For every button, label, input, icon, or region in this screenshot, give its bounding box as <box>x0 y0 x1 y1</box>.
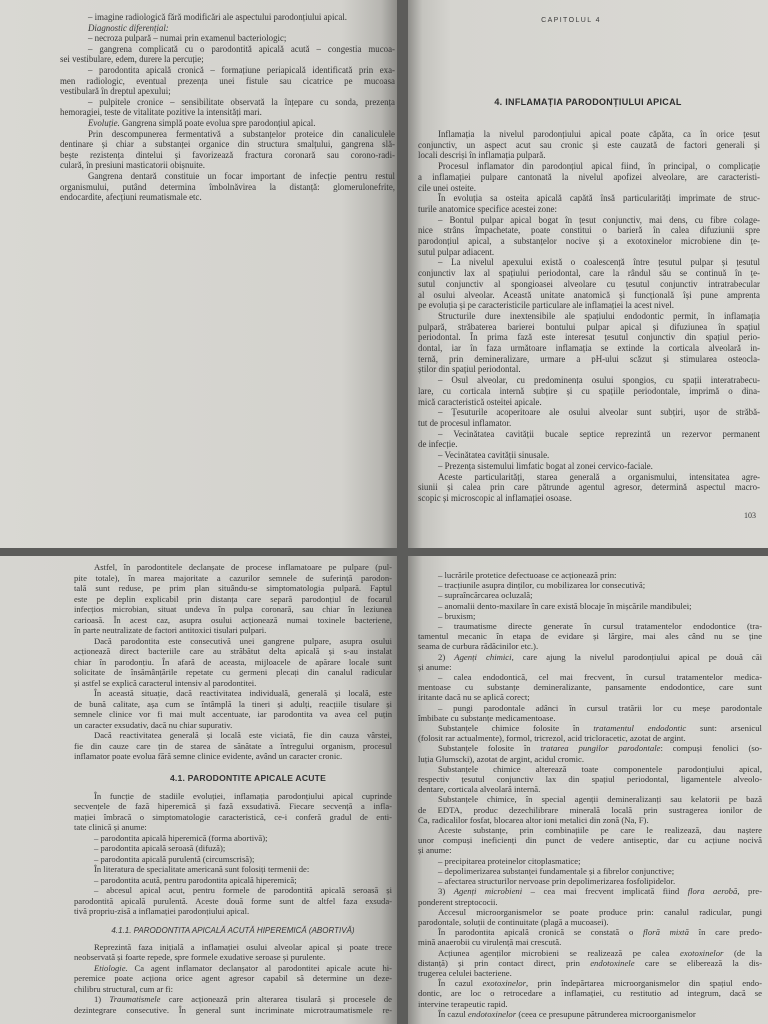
text-line: vestibulară în dreptul apexului; <box>60 86 171 97</box>
text-run: Ca agent inflamator declanșator al parodontitei apicale acute hi- <box>127 962 392 973</box>
text-line: mației îmbracă o simptomatologie caracteristică, ce-i conferă gradul de enti- <box>74 811 392 822</box>
text-line: conjunctiv, un aspect acut sau cronic și este cauzată de factori generali și <box>418 139 760 150</box>
paragraph <box>418 948 762 979</box>
text-line: luția Glumscki), azotat de argint, acidul cromic. <box>418 753 585 764</box>
text-line: un caracter exsudativ, dacă nu chiar supurativ. <box>74 719 233 730</box>
text-line: tate clinică și anume: <box>74 822 147 832</box>
paragraph <box>74 688 392 730</box>
paragraph <box>74 791 392 833</box>
text-line <box>418 886 762 896</box>
text-line: scopic și microscopic al inflamației osoase. <box>418 492 572 503</box>
paragraph <box>418 450 760 461</box>
emphasized-text: Agenți microbieni <box>453 886 523 897</box>
paragraph <box>418 461 760 472</box>
text-run: care acționează prin alterarea tisulară și procesele de <box>160 994 392 1004</box>
paragraph <box>418 876 762 886</box>
text-line: dontic, are loc o retrocedare a inflamației, cu restitutio ad integrum, dacă se <box>418 988 762 999</box>
emphasized-text: endotoxinelor <box>467 1008 517 1019</box>
text-line: în parte neutralizate de factori antitoxici tisulari pulpari. <box>74 625 267 635</box>
text-line: – pungi parodontale adânci în cursul tratării lor cu meșe parodontale <box>438 702 762 713</box>
text-line: tut de procesul inflamator. <box>418 417 512 428</box>
text-line: iritante dacă nu se aplică corect; <box>418 692 530 703</box>
paragraph <box>60 97 395 118</box>
text-line: – bruxism; <box>438 610 476 621</box>
text-line <box>418 723 762 733</box>
text-line: – traumatisme directe generate în cursul tratamentelor endodontice (tra- <box>438 621 762 632</box>
text-line: semnele clinice vor fi mai mult accentuate, iar parodontita va avea cel puțin <box>74 709 392 719</box>
paragraph <box>418 429 760 450</box>
page-bottom-right <box>408 556 768 1024</box>
paragraph <box>418 257 760 311</box>
text-run: în care predo- <box>688 927 762 938</box>
text-line: siunii și calea prin care pătrunde agentul agresor, determină aspectul macro- <box>418 482 760 493</box>
text-run: , pre- <box>737 886 762 897</box>
text-line <box>418 743 762 753</box>
text-line: culară, în presiuni masticatorii obișnuite. <box>60 160 205 171</box>
text-run: Substanțele folosite în <box>438 743 541 754</box>
paragraph <box>418 611 762 621</box>
text-line: 4.1.1. PARODONTITA APICALĂ ACUTĂ HIPEREMICĂ (ABORTIVĂ) <box>111 925 355 935</box>
paragraph <box>418 723 762 743</box>
paragraph <box>418 927 762 947</box>
text-line: turile anatomice specifice acestei zone: <box>418 203 557 214</box>
emphasized-text: Etiologie. <box>94 962 128 973</box>
text-line: Procesul inflamator din parodonțiul apical fiind, în principal, o complicație <box>438 161 760 172</box>
paragraph <box>74 864 392 875</box>
text-line: – La nivelul apexului există o coalescență între țesutul pulpar și țesutul <box>438 257 760 268</box>
emphasized-text: exotoxinelor <box>680 947 724 958</box>
paragraph <box>418 621 762 652</box>
paragraph <box>74 963 392 995</box>
text-line: al osului alveolar. Această unitate anatomică și funcțională își pune amprenta <box>418 289 760 300</box>
emphasized-text: floră mixtă <box>643 927 689 938</box>
text-line: – gangrena complicată cu o parodontită apicală acută – congestia mucoa- <box>88 43 395 54</box>
emphasized-text: Agenți chimici <box>454 651 512 662</box>
paragraph <box>418 907 762 927</box>
text-line: mentoase cu substanțe demineralizante, pansamente endodontice, care sunt <box>418 682 762 693</box>
paragraph <box>418 978 762 1009</box>
text-line: pite totale), în marea majoritate a cazurilor semnele de suferință parodon- <box>74 572 392 583</box>
text-line: unor compuși ineficienți din punct de vedere antiseptic, dar cu acțiune nocivă <box>418 835 762 846</box>
text-line: Structurile dure inextensibile ale spațiului endodontic permit, în inflamația <box>438 310 760 321</box>
text-line: seama de curbura rădăcinilor etc.). <box>418 641 539 652</box>
text-line: – afectarea structurilor nervoase prin depolimerizarea fosfolipidelor. <box>438 876 676 887</box>
text-line: – anomalii dento-maxilare în care există blocaje în mișcările mandibulei; <box>438 600 692 611</box>
text-line: – parodontita apicală purulentă (circumscrisă); <box>94 853 255 864</box>
text-run: 1) <box>94 994 110 1004</box>
text-line: În această situație, dacă reactivitatea individuală, generală și locală, este <box>94 688 392 698</box>
text-run: sunt: arsenicul <box>686 723 762 734</box>
text-line: – parodontita acută, pentru parodontita apicală hiperemică; <box>94 874 297 885</box>
text-line <box>74 994 392 1005</box>
paragraph <box>418 580 762 590</box>
text-line: intervine terapeutic rapid. <box>418 998 508 1009</box>
emphasized-text: Evoluție. <box>88 117 120 128</box>
text-line: chiar în parodonțiu. În afară de aceasta, mijloacele de apărare locale sunt <box>74 656 392 667</box>
text-line: acționează direct bacteriile care au străbătut delta apicală și s-au instalat <box>74 646 392 656</box>
text-line: respectiv țesutul conjunctiv lax din spațiul periodontal, ligamentele alveolo- <box>418 774 762 785</box>
paragraph <box>418 886 762 906</box>
text-line: dezintegrare consecutive. În general sunt incriminate microtraumatismele re- <box>74 1004 392 1015</box>
text-line: și anume: <box>418 845 452 856</box>
text-line: nice strâns împachetate, poate constitui o barieră în calea difuziunii spre <box>418 225 760 236</box>
text-line: – calea endodontică, cel mai frecvent, în cursul tratamentelor medica- <box>438 672 762 683</box>
text-line: trugerea celulei bacteriene. <box>418 967 512 978</box>
page-number: 103 <box>744 511 756 520</box>
paragraph <box>418 215 760 258</box>
paragraph <box>418 590 762 600</box>
emphasized-text: tratarea pungilor parodontale <box>540 743 661 754</box>
paragraph <box>418 472 760 504</box>
text-line: cile unei osteite. <box>418 182 476 193</box>
text-line: parodontale, soluții de continuitate (plagă a mucoasei). <box>418 916 609 927</box>
text-line: mică caracteristică osteitei apicale. <box>418 396 542 407</box>
text-line <box>418 927 762 937</box>
paragraph <box>74 636 392 689</box>
emphasized-text: endotoxinele <box>590 957 635 968</box>
text-line: Aceste particularități, starea generală a organismului, intensitatea agre- <box>438 471 760 482</box>
text-line <box>60 23 395 34</box>
text-line: peremice poate acționa orice agent agresor capabil să determine un deze- <box>74 973 392 983</box>
text-run: : compuși fenolici (so- <box>660 743 762 754</box>
paragraph <box>60 44 395 65</box>
paragraph <box>60 12 395 23</box>
text-line: bește rezistența dintelui și favorizează fractura coronară sau corono-radi- <box>60 149 395 160</box>
text-line: este pe deplin explicabil prin distanța care separă parodonțiul de focarul <box>74 593 392 604</box>
text-line: – depolimerizarea substanței fundamentale și a fibrelor conjunctive; <box>438 865 675 876</box>
text-line: parodontită apicală purulentă. Aceste două forme sunt de altfel faza exsuda- <box>74 895 392 906</box>
paragraph <box>418 652 762 672</box>
subsection-heading <box>74 925 392 937</box>
body-text <box>418 129 760 504</box>
text-run: – cea mai frecvent implicată fiind <box>522 886 688 897</box>
text-line: îmbibate cu substanțe medicamentoase. <box>418 712 556 723</box>
text-run: (ceea ce presupune pătrunderea microorganismelor <box>516 1008 696 1019</box>
text-line: Dacă reactivitatea generală și locală este viciată, fie din cauza vârstei, <box>94 730 392 740</box>
paragraph <box>418 375 760 407</box>
body-text <box>60 12 395 203</box>
text-line: chilibru structural, cum ar fi: <box>74 983 174 994</box>
paragraph <box>418 703 762 723</box>
text-run: Substanțele chimice folosite în <box>438 723 594 734</box>
text-line: sutul conjunctiv al spongioasei alveolare cu țesutul conjunctiv intratrabecular <box>418 278 760 289</box>
paragraph <box>418 311 760 375</box>
text-line: Reprezintă faza inițială a inflamației osului alveolar apical și poate trece <box>94 941 392 952</box>
text-run: , care ajung la nivelul parodonțiului apical pe două căi <box>511 651 762 662</box>
text-line: (folosit rar actualmente), formol, tricrezol, acid tricloracetic, azotat de argint. <box>418 733 686 744</box>
text-line: – Osul alveolar, cu predominența osului spongios, cu spații interatrabecu- <box>438 375 760 386</box>
text-line: sutul pulpar adiacent. <box>418 246 495 257</box>
text-line: – Prezența sistemului limfatic bogat al zonei cervico-faciale. <box>438 460 653 471</box>
emphasized-text: tratamentul endodontic <box>593 723 687 734</box>
text-line: tală sunt reduse, pe prim plan situându-se simptomatologia pulpară. Faptul <box>74 583 392 593</box>
paragraph <box>418 129 760 161</box>
paragraph <box>418 866 762 876</box>
paragraph <box>418 856 762 866</box>
text-line: Dacă parodontita este consecutivă unei gangrene pulpare, asupra osului <box>94 635 392 646</box>
paragraph <box>60 129 395 171</box>
text-line <box>418 958 762 968</box>
text-line: a inflamației pulpare cantonată la nivelul apofizei alveolare, are caracteristi- <box>418 171 760 182</box>
emphasized-text: exotoxinelor <box>482 978 526 989</box>
text-line <box>418 948 762 958</box>
text-line: organismului, putând determina îmbolnăvirea la distanță: glomerulonefrite, <box>60 181 395 192</box>
text-line: ponderent streptococii. <box>418 896 498 907</box>
paragraph <box>74 833 392 844</box>
paragraph <box>418 570 762 580</box>
paragraph <box>74 562 392 636</box>
text-run: În parodontita apicală cronică se constată o <box>438 927 644 938</box>
text-line: solicitate de însămânțările repetate cu germeni plecați din canalul radicular <box>74 667 392 677</box>
text-run: În cazul <box>438 978 483 989</box>
text-line: hemoragiei, teste de vitalitate pozitive la intensități mari. <box>60 107 262 118</box>
text-line: – parodontita apicală cronică – formațiune periapicală identificată prin exa- <box>88 64 395 75</box>
paragraph <box>74 875 392 886</box>
text-line: dontal, iar în faza următoare inflamația se extinde la corticala alveolară in- <box>418 343 760 354</box>
text-line: În literatura de specialitate americană sunt folosiți termenii de: <box>94 864 310 874</box>
paragraph <box>418 161 760 193</box>
text-line: – necroza pulpară – numai prin examenul bacteriologic; <box>88 33 287 44</box>
text-line: tamentul mecanic în etapa de evidare și lărgire, mai ales când nu se ține <box>418 631 762 642</box>
text-line: de bună calitate, așa cum se întâmplă la tineri și adulți, reacțiile tisulare și <box>74 698 392 709</box>
text-line: locali descriși în inflamația pulpară. <box>418 150 546 161</box>
paragraph <box>418 193 760 214</box>
text-line: ternă, prin demineralizare, urmare a pH-ului scăzut și stimularea osteocla- <box>418 353 760 364</box>
paragraph <box>74 854 392 865</box>
text-line: dentare, corticala alveolară internă. <box>418 784 541 795</box>
section-heading <box>74 772 392 784</box>
text-line: și anume: <box>418 661 452 672</box>
paragraph <box>418 601 762 611</box>
paragraph <box>418 794 762 825</box>
text-line: parodonțiul apical, a substanțelor nocive și a exotoxinelor microbiene din țe- <box>418 236 760 247</box>
text-run: Acțiunea agenților microbieni se realizează pe calea <box>438 947 681 958</box>
page-top-right <box>408 0 768 548</box>
text-line: Aceste substanțe, prin combinațiile pe care le realizează, dau naștere <box>438 825 762 836</box>
text-line: În funcție de stadiile evoluției, inflamația parodonțiului apical cuprinde <box>94 790 392 801</box>
text-line: Prin descompunerea fermentativă a substanțelor proteice din canaliculele <box>88 128 395 139</box>
text-line: pe evoluția și pe caracteristicile particulare ale inflamației la acest nivel. <box>418 300 675 311</box>
text-line: În evoluția sa osteita apicală capătă însă particularități imprimate de struc- <box>438 193 760 204</box>
paragraph <box>60 65 395 97</box>
paragraph <box>418 743 762 763</box>
text-line: conjunctiv lax al spațiului periodontal, care la rândul său se continuă în țe- <box>418 268 760 279</box>
emphasized-text: Traumatismele <box>109 994 161 1004</box>
text-line: secvențele de fază hiperemică și fază exsudativă. Fiecare secvență a infla- <box>74 801 392 811</box>
text-line <box>60 118 395 129</box>
text-run: 3) <box>438 886 454 897</box>
paragraph <box>418 1009 762 1019</box>
text-line <box>74 963 392 974</box>
text-line: tivă propriu-zisă a inflamației parodonțiului apical. <box>74 906 250 916</box>
text-line: – Vecinătatea cavității sinusale. <box>438 450 550 461</box>
text-line: – Țesuturile acoperitoare ale osului alveolar sunt subțiri, ușor de străbă- <box>438 407 760 418</box>
text-line: neobservată și foarte repede, spre formele exudative seroase și purulente. <box>74 952 326 962</box>
text-line: men radiologic, eventual prezența unei fistule sau cicatrice pe mucoasa <box>60 75 395 86</box>
body-text <box>418 570 762 1019</box>
text-line <box>418 1009 762 1019</box>
body-text <box>74 562 392 1015</box>
chapter-header: CAPITOLUL 4 <box>541 17 601 24</box>
text-line: dentinare și chiar a substanței organice din structura smalțului, gangrena slă- <box>60 139 395 150</box>
paragraph <box>60 23 395 34</box>
text-line: – abcesul apical acut, pentru formele de parodontită apicală seroasă și <box>94 885 392 895</box>
text-line: – imagine radiologică fără modificări ale aspectului parodonțiului apical. <box>88 12 348 22</box>
text-line: periodontal. În prima fază este interesat țesutul conjunctiv din spațiul perio- <box>418 332 760 343</box>
paragraph <box>418 825 762 856</box>
text-line: infecțios microbian, situat undeva în pulpa coronară, sau chiar în leziunea <box>74 604 392 614</box>
text-line: Astfel, în parodontitele declanșate de procese inflamatoare pe pulpare (pul- <box>94 562 392 572</box>
text-run: În cazul <box>438 1008 468 1019</box>
text-line: – Vecinătatea cavității bucale septice reprezintă un rezervor permanent <box>438 428 760 439</box>
text-line: de EDTA, produc dezechilibrare minerală locală prin sustragerea ionilor de <box>418 804 762 815</box>
paragraph <box>74 730 392 762</box>
text-run: 2) <box>438 651 455 662</box>
text-line: fie din cauze care țin de starea de sănătate a întregului organism, procesul <box>74 740 392 751</box>
text-line: lare, cu corticala internă subțire și cu spațiile periodontale, imprimă o dina- <box>418 385 760 396</box>
text-line: – parodontita apicală seroasă (difuză); <box>94 843 226 853</box>
paragraph <box>60 118 395 129</box>
emphasized-text: flora aerobă <box>687 886 738 897</box>
chapter-title: 4. INFLAMAȚIA PARODONȚIULUI APICAL <box>494 97 682 107</box>
text-line: – tracțiunile asupra dinților, cu mobilizarea lor consecutivă; <box>438 580 646 591</box>
text-line: știlor din spațiul periodontal. <box>418 364 521 375</box>
text-line: carioasă. În acest caz, asupra osului acționează numai toxinele bacteriene, <box>74 614 392 625</box>
text-line: endocardite, afecțiuni reumatismale etc. <box>60 192 202 203</box>
text-line: mină anaerobii cu virulență mai crescută. <box>418 937 562 948</box>
text-line: Accesul microorganismelor se poate produce prin: canalul radicular, pungi <box>438 906 762 917</box>
text-line: inflamator poate evolua fără semne clinice evidente, având un caracter cronic. <box>74 751 343 761</box>
paragraph <box>418 407 760 428</box>
text-line: de infecție. <box>418 439 458 450</box>
text-line: 4.1. PARODONTITE APICALE ACUTE <box>169 772 327 783</box>
text-line: – supraîncărcarea ocluzală; <box>438 590 533 601</box>
text-run: (de la <box>723 947 762 958</box>
text-line: – Bontul pulpar apical bogat în țesut conjunctiv, mai dens, cu fibre colage- <box>438 214 760 225</box>
text-line: – precipitarea proteinelor citoplasmatice; <box>438 855 581 866</box>
text-run: distanță) și prin contact direct, prin <box>418 957 591 968</box>
text-line: pulpară, străbaterea barierei bontului pulpar apical și difuziunea în spațiul <box>418 321 760 332</box>
page-bottom-left <box>0 556 397 1024</box>
text-line: Inflamația la nivelul parodonțiului apical poate căpăta, ca în orice țesut <box>438 129 760 139</box>
text-line: sei vestibulare, edem, durere la percuție; <box>60 54 204 65</box>
paragraph <box>418 764 762 795</box>
paragraph <box>74 885 392 917</box>
text-line: Substanțele chimice, în special agenții demineralizanți sau kelatorii pe bază <box>438 794 762 805</box>
text-line: și astfel se explică caracterul intensiv al parodontitei. <box>74 677 257 688</box>
text-run: care se eliberează la dis- <box>634 957 762 968</box>
text-line <box>418 652 762 662</box>
paragraph <box>418 672 762 703</box>
page-top-left <box>0 0 397 548</box>
paragraph <box>60 171 395 203</box>
text-run: Gangrena simplă poate evolua spre parodonțiul apical. <box>119 117 316 128</box>
paragraph <box>74 994 392 1015</box>
text-line: Substanțele chimice alterează toate componentele parodonțiului apical, <box>438 763 762 774</box>
text-line: Gangrena dentară constituie un focar important de infecție pentru restul <box>88 170 395 181</box>
text-line: – lucrările protetice defectuoase ce acționează prin: <box>438 570 617 580</box>
paragraph <box>74 843 392 854</box>
text-run: , prin îndepărtarea microorganismelor din spațiul endo- <box>525 978 762 989</box>
text-line <box>418 978 762 988</box>
paragraph <box>74 942 392 963</box>
paragraph <box>60 33 395 44</box>
text-line: Ca, radicalilor fosfat, blocarea altor ioni metalici din zonă (Na, F). <box>418 814 649 825</box>
emphasized-text: Diagnostic diferențial: <box>88 22 169 33</box>
text-line: – pulpitele cronice – sensibilitate observată la înțepare cu sonda, prezența <box>88 96 395 107</box>
text-line: – parodontita apicală hiperemică (forma abortivă); <box>94 832 268 843</box>
